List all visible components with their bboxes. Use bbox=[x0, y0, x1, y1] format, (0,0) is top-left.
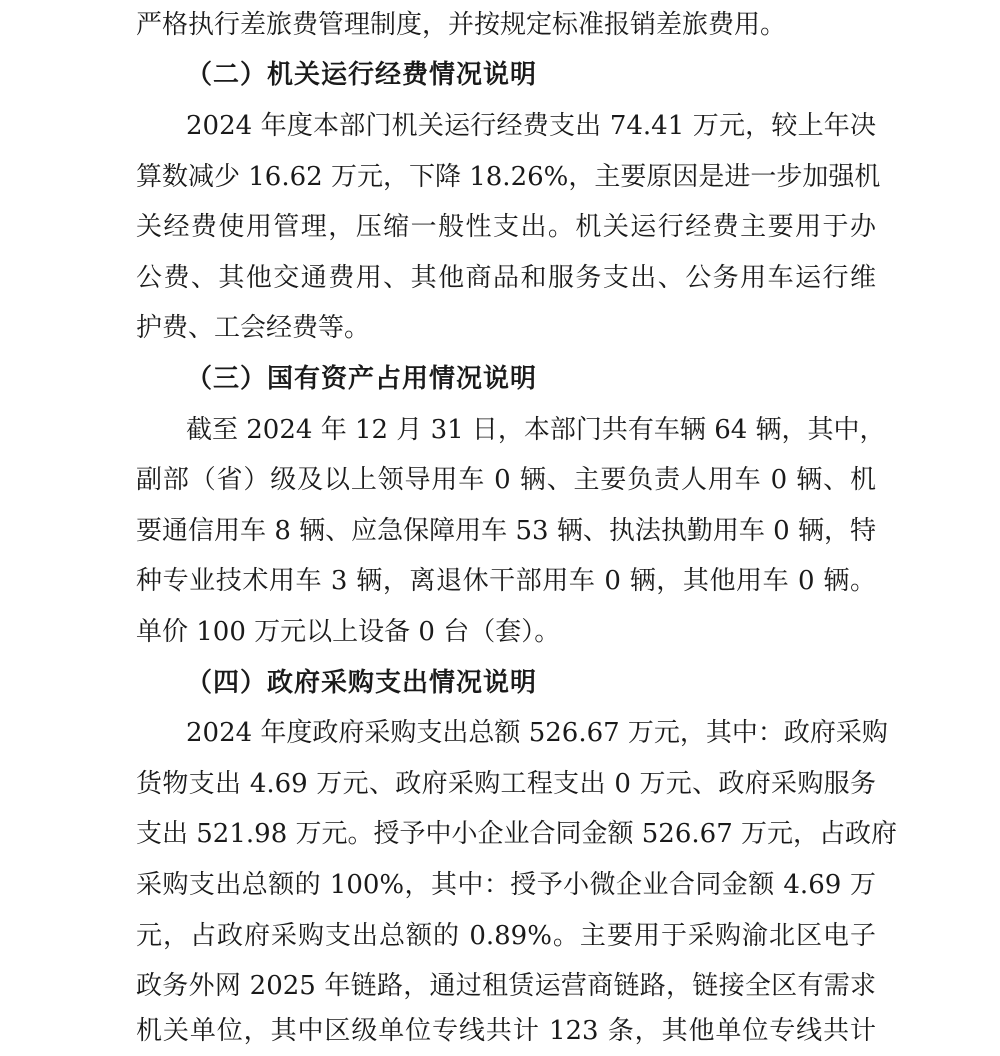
paragraph-line: 副部（省）级及以上领导用车 0 辆、主要负责人用车 0 辆、机 bbox=[136, 465, 876, 495]
paragraph-line: 截至 2024 年 12 月 31 日，本部门共有车辆 64 辆，其中， bbox=[186, 415, 886, 445]
paragraph-line: 关经费使用管理，压缩一般性支出。机关运行经费主要用于办 bbox=[136, 212, 876, 242]
paragraph-line: 货物支出 4.69 万元、政府采购工程支出 0 万元、政府采购服务 bbox=[136, 769, 876, 799]
paragraph-line: 支出 521.98 万元。授予中小企业合同金额 526.67 万元，占政府 bbox=[136, 819, 898, 849]
paragraph-line: 公费、其他交通费用、其他商品和服务支出、公务用车运行维 bbox=[136, 263, 876, 293]
paragraph-line: 单价 100 万元以上设备 0 台（套）。 bbox=[136, 617, 561, 647]
paragraph-line: 政务外网 2025 年链路，通过租赁运营商链路，链接全区有需求 bbox=[136, 971, 876, 1001]
paragraph-line: 算数减少 16.62 万元，下降 18.26%，主要原因是进一步加强机 bbox=[136, 162, 881, 192]
paragraph-line: 严格执行差旅费管理制度，并按规定标准报销差旅费用。 bbox=[136, 10, 787, 40]
section-heading-two: （二）机关运行经费情况说明 bbox=[186, 60, 538, 90]
paragraph-line: 要通信用车 8 辆、应急保障用车 53 辆、执法执勤用车 0 辆，特 bbox=[136, 516, 876, 546]
paragraph-line: 护费、工会经费等。 bbox=[136, 313, 371, 343]
paragraph-line: 2024 年度本部门机关运行经费支出 74.41 万元，较上年决 bbox=[186, 111, 876, 141]
paragraph-line: 种专业技术用车 3 辆，离退休干部用车 0 辆，其他用车 0 辆。 bbox=[136, 566, 876, 596]
paragraph-line: 2024 年度政府采购支出总额 526.67 万元，其中：政府采购 bbox=[186, 718, 888, 748]
section-heading-three: （三）国有资产占用情况说明 bbox=[186, 364, 538, 394]
paragraph-line: 采购支出总额的 100%，其中：授予小微企业合同金额 4.69 万 bbox=[136, 870, 876, 900]
paragraph-line: 元，占政府采购支出总额的 0.89%。主要用于采购渝北区电子 bbox=[136, 921, 876, 951]
paragraph-line: 机关单位，其中区级单位专线共计 123 条，其他单位专线共计 bbox=[136, 1016, 876, 1046]
section-heading-four: （四）政府采购支出情况说明 bbox=[186, 668, 538, 698]
